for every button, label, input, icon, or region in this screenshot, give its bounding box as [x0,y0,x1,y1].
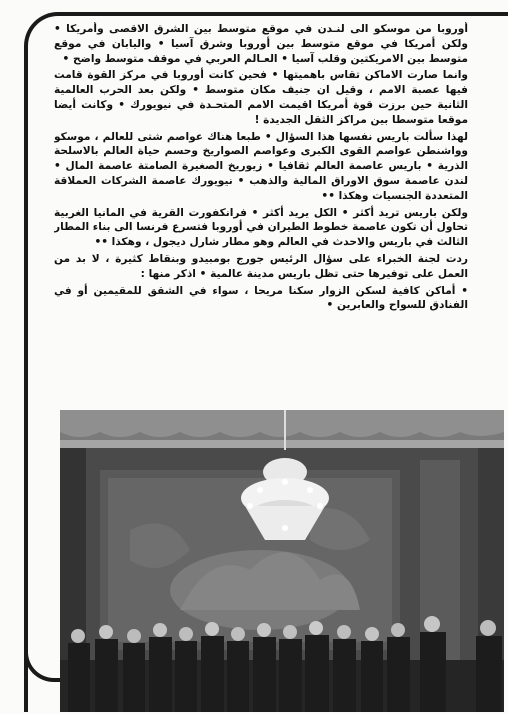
photo-illustration [60,410,504,712]
article-body [54,22,468,394]
article-paragraph: لهذا سألت باريس نفسها هذا السؤال • طبعا هناك عواصم شتى للعالم ، موسكو وواشنطن عواصم القوى الكبرى وعواصم الصواريخ وحسم حياة العالم بالاسلحة الذرية • باريس عاصمة العالم ثقافيا • زيوريخ الصغيرة الصامتة عاصمة المال • لندن عاصمة سوق الاوراق المالية والذهب • نيويورك عاصمة الشركات العملاقة المتعددة الجنسيات وهكذا •• [54,130,468,202]
article-paragraph: • أماكن كافية لسكن الزوار سكنا مريحا ، سواء في الشقق للمقيمين أو في الفنادق للسواح والعابرين • [54,284,468,312]
article-photo [60,410,504,712]
article-paragraph: أوروبا من موسكو الى لنـدن في موقع متوسط بين الشرق الاقصى وأمريكا • ولكن أمريكا في موقع متوسط بين أوروبا وشرق آسيا • واليابان في موقع متوسط بين الامريكتين وقلب آسيا • العـالم العربي في موقف متوسط واضح • [54,23,468,65]
article-paragraph: ولكن باريس تريد أكثر • الكل يريد أكثر • فرانكفورت القرية في المانيا الغربية تحاول أن تكون عاصمة خطوط الطيران في أوروبا فتسرع فرنسا الى بناء المطار الثالث في باريس والاحدث في العالم وهو مطار شارل ديجول ، وهكذا •• [54,206,468,249]
article-paragraph: ردت لجنة الخبراء على سؤال الرئيس جورج بومبيدو وبنقاط كثيرة ، لا بد من العمل على توفيرها حتى تظل باريس مدينة عالمية • اذكر منها : [54,252,468,280]
article-paragraph: وانما صارت الاماكن تقاس باهميتها • فحين كانت أوروبا في مركز القوة قامت فيها عصبة الامم ، وقيل ان جنيف مكان متوسط • ولكن بعد الحرب العالمية الثانية حين برزت قوة أمريكا اقيمت الامم المتحـدة في نيويورك • وكانت أيضا موقعا متوسطا بين مراكز الثقل الجديدة ! [54,69,468,126]
